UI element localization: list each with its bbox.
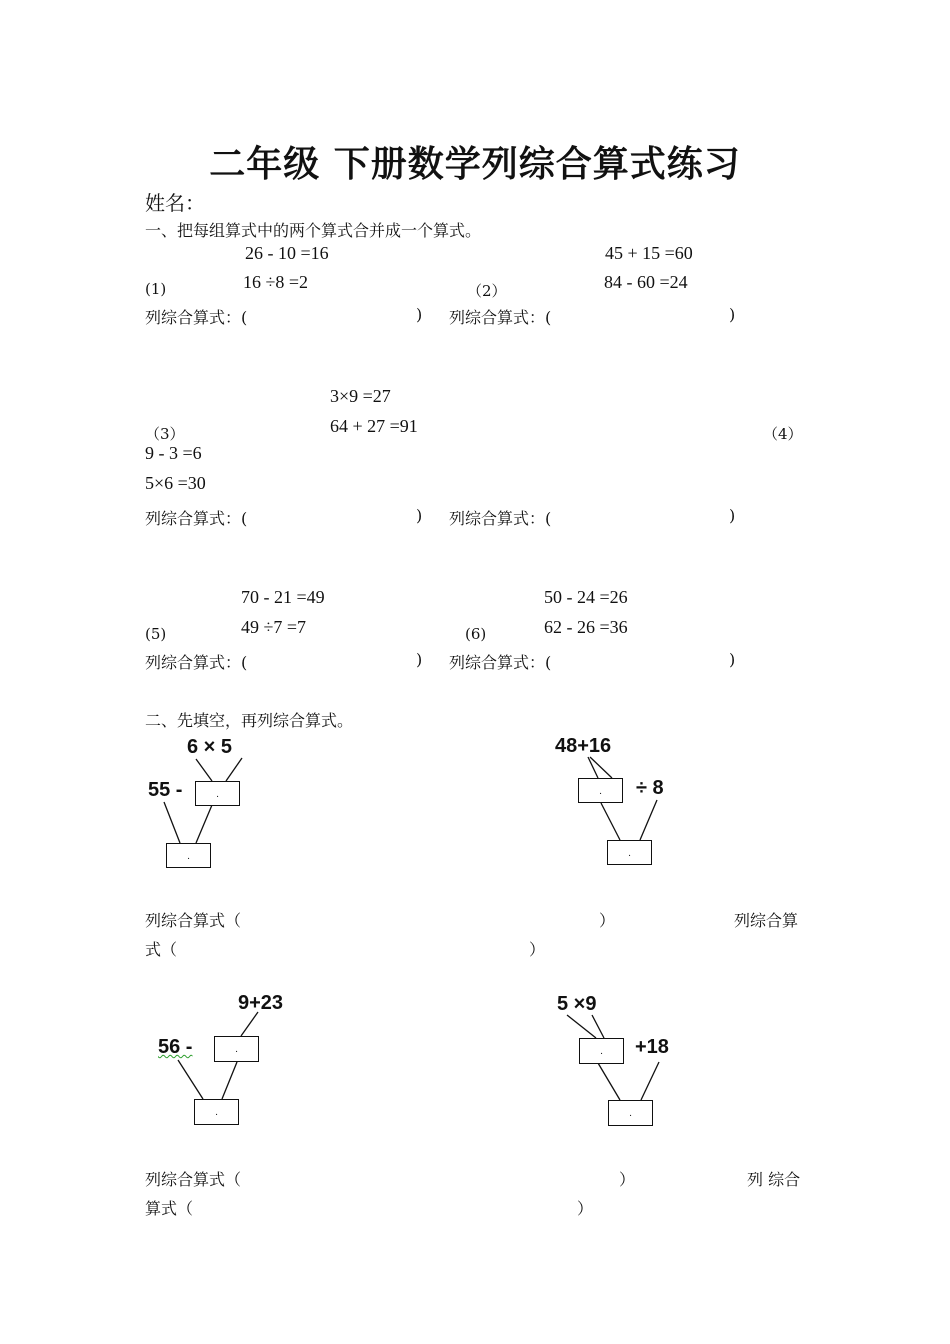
tree4-answer-label-cont: 算式（ <box>145 1199 194 1218</box>
tree1-top-expression: 6 × 5 <box>187 736 233 758</box>
tree4-middle-answer-box[interactable]: . <box>579 1038 624 1064</box>
problem4-answer-label: 列综合算式：( <box>449 509 552 528</box>
problem5-eq1: 70 - 21 =49 <box>241 587 325 607</box>
tree2-close-paren: ） <box>529 940 546 959</box>
tree2-side-expression: ÷ 8 <box>636 777 664 799</box>
tree1-final-answer-box[interactable]: . <box>166 843 211 868</box>
section1-heading: 一、把每组算式中的两个算式合并成一个算式。 <box>145 221 482 240</box>
problem2-close-paren: ) <box>729 305 736 324</box>
problem3-answer-label: 列综合算式：( <box>145 509 248 528</box>
tree2-answer-label: 列综合算 <box>734 911 799 930</box>
problem3-eq2: 5×6 =30 <box>145 473 206 493</box>
tree2-middle-answer-box[interactable]: . <box>578 778 623 803</box>
tree2-final-answer-box[interactable]: . <box>607 840 652 865</box>
tree4-top-expression: 5 ×9 <box>557 993 597 1015</box>
problem6-close-paren: ) <box>729 650 736 669</box>
problem1-answer-label: 列综合算式：( <box>145 308 248 327</box>
tree1-close-paren: ） <box>599 911 616 930</box>
problem2-eq1: 45 + 15 =60 <box>605 243 693 263</box>
problem4-eq1: 3×9 =27 <box>330 386 391 406</box>
tree3-middle-answer-box[interactable]: . <box>214 1036 259 1062</box>
problem5-label: (5) <box>145 625 167 643</box>
tree3-answer-label: 列综合算式（ <box>145 1170 242 1189</box>
problem3-label: （3） <box>145 425 185 443</box>
problem2-label: （2） <box>467 282 507 300</box>
problem6-eq2: 62 - 26 =36 <box>544 617 628 637</box>
problem6-eq1: 50 - 24 =26 <box>544 587 628 607</box>
tree1-middle-answer-box[interactable]: . <box>195 781 240 806</box>
problem4-label: （4） <box>763 425 803 443</box>
problem3-eq1: 9 - 3 =6 <box>145 443 202 463</box>
problem5-answer-label: 列综合算式：( <box>145 653 248 672</box>
tree3-close-paren: ） <box>619 1170 636 1189</box>
tree3-top-expression: 9+23 <box>238 992 284 1014</box>
tree4-side-expression: +18 <box>635 1036 669 1058</box>
tree3-side-expression: 56 - <box>158 1036 193 1058</box>
tree3-final-answer-box[interactable]: . <box>194 1099 239 1125</box>
tree2-answer-label-cont: 式（ <box>145 940 178 959</box>
tree1-side-expression: 55 - <box>148 779 183 801</box>
problem1-eq1: 26 - 10 =16 <box>245 243 329 263</box>
problem1-eq2: 16 ÷8 =2 <box>243 272 309 292</box>
name-label: 姓名： <box>145 191 205 215</box>
problem1-label: (1) <box>145 280 167 298</box>
problem2-answer-label: 列综合算式：( <box>449 308 552 327</box>
problem4-eq2: 64 + 27 =91 <box>330 416 418 436</box>
section2-heading: 二、先填空，再列综合算式。 <box>145 711 354 730</box>
tree4-answer-label: 列 综合 <box>747 1170 801 1189</box>
tree2-top-expression: 48+16 <box>555 735 612 757</box>
problem6-answer-label: 列综合算式：( <box>449 653 552 672</box>
problem2-eq2: 84 - 60 =24 <box>604 272 688 292</box>
problem4-close-paren: ) <box>729 506 736 525</box>
tree4-final-answer-box[interactable]: . <box>608 1100 653 1126</box>
problem5-close-paren: ) <box>416 650 423 669</box>
problem6-label: (6) <box>465 625 487 643</box>
tree1-answer-label: 列综合算式（ <box>145 911 242 930</box>
tree4-close-paren: ） <box>577 1199 594 1218</box>
problem5-eq2: 49 ÷7 =7 <box>241 617 307 637</box>
page-title: 二年级 下册数学列综合算式练习 <box>209 144 741 185</box>
problem3-close-paren: ) <box>416 506 423 525</box>
problem1-close-paren: ) <box>416 305 423 324</box>
